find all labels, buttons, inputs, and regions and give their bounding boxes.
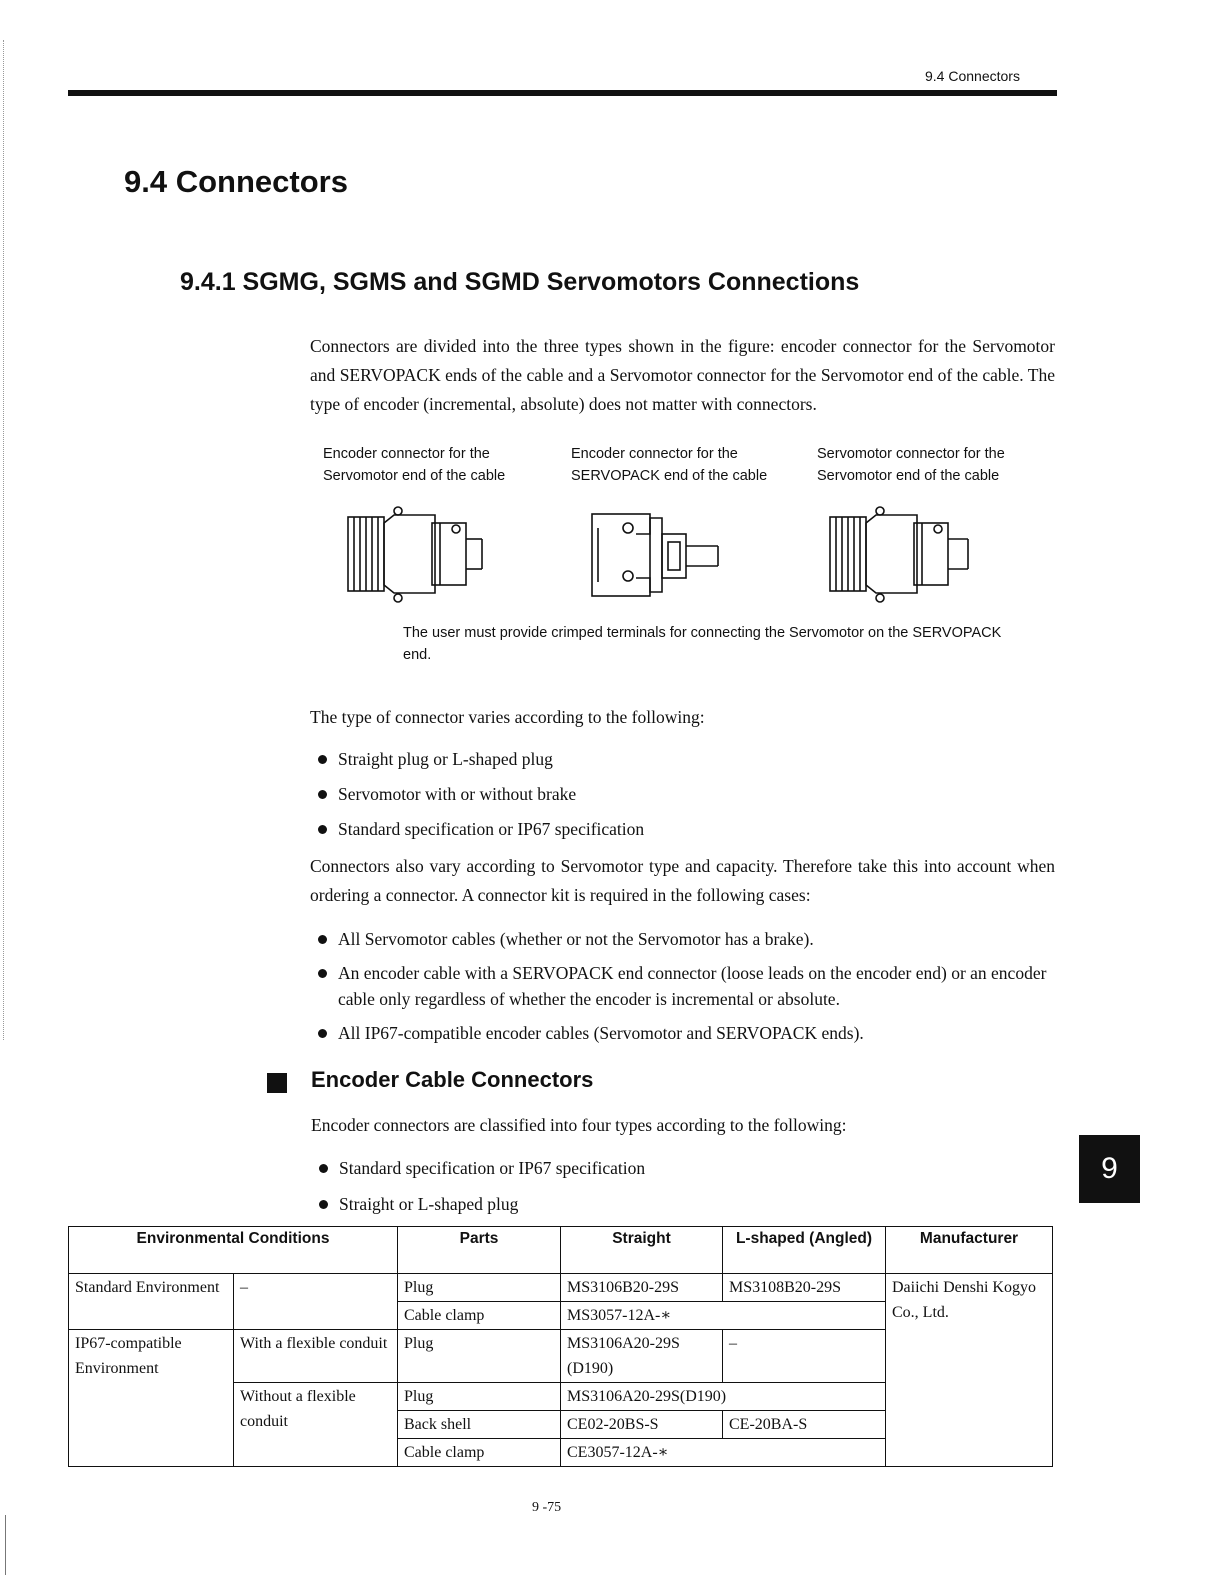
cell-straight-lshaped: MS3057-12A-∗ [561,1302,886,1330]
list-item: An encoder cable with a SERVOPACK end connector (loose leads on the encoder end) or an encoder cable only regardless of whether the encoder is incremental or absolute. [310,960,1055,1012]
cell-straight: CE02-20BS-S [561,1411,723,1439]
cell-part: Plug [398,1330,561,1383]
cell-part: Cable clamp [398,1439,561,1467]
header-lshaped: L-shaped (Angled) [723,1227,886,1274]
running-header: 9.4 Connectors [925,68,1020,84]
list-item: Servomotor with or without brake [310,781,1050,807]
bullet-icon [319,1164,328,1173]
list-item: Standard specification or IP67 specification [311,1155,1011,1181]
also-vary-paragraph: Connectors also vary according to Servomotor type and capacity. Therefore take this into account when ordering a connector. A connector kit is required in the following cases: [310,856,1055,905]
table-header-row [69,1227,1053,1274]
figure-caption-encoder-servomotor: Encoder connector for the Servomotor end of the cable [323,446,506,484]
cell-standard-env: Standard Environment [69,1274,234,1330]
scan-margin-mark [3,40,5,1040]
list-item: All IP67-compatible encoder cables (Servomotor and SERVOPACK ends). [310,1020,1055,1046]
scan-margin-mark-bottom [5,1515,6,1575]
cell-lshaped: CE-20BA-S [723,1411,886,1439]
cell-part: Cable clamp [398,1302,561,1330]
encoder-type-list [311,1155,1011,1227]
bullet-icon [318,969,327,978]
header-manufacturer: Manufacturer [886,1227,1053,1274]
table-row [69,1274,1053,1302]
header-env: Environmental Conditions [69,1227,398,1274]
servomotor-connector-drawing [826,505,976,605]
bullet-icon [318,1029,327,1038]
cell-ip67-env: IP67-compatible Environment [69,1330,234,1467]
list-item: Straight plug or L-shaped plug [310,746,1050,772]
cell-part: Plug [398,1383,561,1411]
encoder-section-intro: Encoder connectors are classified into four types according to the following: [311,1115,847,1135]
cell-manufacturer: Daiichi Denshi Kogyo Co., Ltd. [886,1274,1053,1467]
cell-part: Plug [398,1274,561,1302]
cell-straight-lshaped: MS3106A20-29S(D190) [561,1383,886,1411]
encoder-servomotor-connector-drawing [340,505,490,605]
figure-caption-encoder-servopack: Encoder connector for the SERVOPACK end of the cable [571,446,768,484]
bullet-icon [318,790,327,799]
chapter-tab: 9 [1079,1135,1140,1203]
varies-list [310,746,1050,851]
section-title: 9.4 Connectors [124,164,348,199]
encoder-connectors-table [68,1226,1053,1467]
square-bullet-icon [267,1073,287,1093]
encoder-servopack-connector-drawing [588,508,738,603]
cell-part: Back shell [398,1411,561,1439]
bullet-icon [319,1200,328,1209]
figure-note: The user must provide crimped terminals for connecting the Servomotor on the SERVOPACK end. [403,625,1002,663]
page-number: 9 -75 [532,1500,562,1515]
cell-without-conduit: Without a flexible conduit [234,1383,398,1467]
header-rule [68,90,1057,96]
cell-lshaped: – [723,1330,886,1383]
header-parts: Parts [398,1227,561,1274]
cell-with-conduit: With a flexible conduit [234,1330,398,1383]
intro-paragraph: Connectors are divided into the three types shown in the figure: encoder connector for the Servomotor and SERVOPACK ends of the cable and a Servomotor connector for the Servomotor end of the cable. The type of encoder (incremental, absolute) does not matter with connectors. [310,336,1055,414]
bullet-icon [318,935,327,944]
varies-intro: The type of connector varies according to the following: [310,707,705,727]
cell-straight: MS3106A20-29S (D190) [561,1330,723,1383]
list-item: All Servomotor cables (whether or not the Servomotor has a brake). [310,926,1055,952]
header-straight: Straight [561,1227,723,1274]
cell-lshaped: MS3108B20-29S [723,1274,886,1302]
list-item: Straight or L-shaped plug [311,1191,1011,1217]
cell-standard-sub: – [234,1274,398,1330]
figure-caption-servomotor-connector: Servomotor connector for the Servomotor end of the cable [817,446,1005,484]
kit-list [310,926,1055,1054]
subsection-title: 9.4.1 SGMG, SGMS and SGMD Servomotors Connections [180,268,860,296]
cell-straight-lshaped: CE3057-12A-∗ [561,1439,886,1467]
cell-straight: MS3106B20-29S [561,1274,723,1302]
list-item: Standard specification or IP67 specification [310,816,1050,842]
encoder-section-heading: Encoder Cable Connectors [311,1067,594,1092]
bullet-icon [318,755,327,764]
bullet-icon [318,825,327,834]
